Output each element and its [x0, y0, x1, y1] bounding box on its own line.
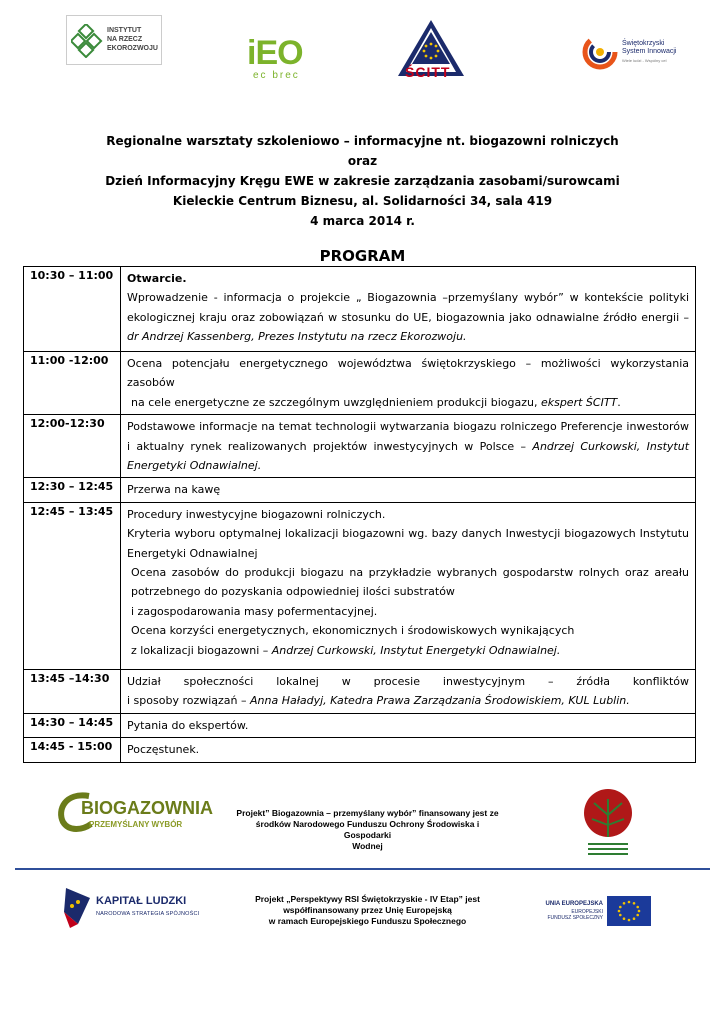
- session-p3: Ocena zasobów do produkcji biogazu na przykładzie wybranych gospodarstw rolnych oraz areału potrzebnego do pozyskania odpowiedniej ilości substratów: [131, 566, 689, 599]
- time-cell: 12:45 – 13:45: [24, 502, 121, 669]
- speaker: ekspert ŚCITT: [540, 395, 618, 409]
- ieo-sub: ec brec: [253, 70, 300, 81]
- biogazownia-logo: [55, 790, 213, 835]
- session-text-body: Podstawowe informacje na temat technologii wytwarzania biogazu rolniczego Preferencje inwestorów i aktualny rynek realizowanych projektów inwestycyjnych w Polsce –: [127, 420, 689, 453]
- session-tail: .: [617, 395, 621, 409]
- table-row: [24, 713, 696, 737]
- project2-text: [250, 894, 485, 927]
- session-text: [127, 417, 689, 475]
- ssi-swirl-icon: [582, 34, 618, 70]
- description-cell: [121, 669, 696, 713]
- institut-line3: EKOROZWOJU: [107, 45, 158, 52]
- description-cell: Pytania do ekspertów.: [121, 713, 696, 737]
- ieo-logo: [247, 36, 327, 86]
- session-text-2: [127, 393, 689, 412]
- kapital-ludzki-line1: KAPITAŁ LUDZKI: [96, 895, 187, 907]
- table-row: [24, 669, 696, 713]
- time-cell: 12:00-12:30: [24, 415, 121, 478]
- event-title: [0, 131, 725, 231]
- time-cell: 14:45 - 15:00: [24, 738, 121, 763]
- project1-line3: Wodnej: [352, 841, 383, 851]
- table-row: [24, 415, 696, 478]
- title-line5: 4 marca 2014 r.: [310, 214, 415, 228]
- project2-line3: w ramach Europejskiego Funduszu Społecznego: [268, 916, 467, 926]
- project2-line1: Projekt „Perspektywy RSI Świętokrzyskie - IV Etap” jest: [255, 894, 480, 904]
- eu-flag-icon: [607, 896, 651, 926]
- table-row: [24, 478, 696, 502]
- institut-mark-icon: [71, 24, 103, 58]
- ssi-line2: System Innowacji: [622, 48, 677, 55]
- title-line2: oraz: [347, 154, 378, 168]
- description-cell: Poczęstunek.: [121, 738, 696, 763]
- institut-ekorozwoju-logo: [66, 15, 162, 65]
- biogazownia-word: BIOGAZOWNIA: [81, 798, 213, 818]
- session-text: Ocena potencjału energetycznego województwa świętokrzyskiego – możliwości wykorzystania zasobów: [127, 357, 689, 390]
- footer-divider: [15, 868, 710, 870]
- speaker: Anna Haładyj, Katedra Prawa Zarządzania Środowiskiem, KUL Lublin.: [250, 694, 630, 708]
- kapital-ludzki-logo: [62, 884, 207, 930]
- session-p5: Ocena korzyści energetycznych, ekonomicznych i środowiskowych wynikających: [131, 624, 575, 638]
- session-p2: Kryteria wyboru optymalnej lokalizacji biogazowni wg. bazy danych Inwestycji biogazowych Instytutu Energetyki Odnawialnej: [127, 527, 689, 560]
- table-row: [24, 502, 696, 669]
- time-cell: 14:30 – 14:45: [24, 713, 121, 737]
- speaker: Andrzej Curkowski, Instytut Energetyki Odnawialnej.: [127, 439, 690, 473]
- session-text2-body: na cele energetyczne ze szczególnym uwzględnieniem produkcji biogazu,: [131, 395, 538, 409]
- description-cell: [121, 267, 696, 352]
- schedule-table: [23, 266, 696, 763]
- project2-line2: współfinansowany przez Unię Europejską: [283, 905, 452, 915]
- ssi-tagline: Wiele ludzi - Wspólny cel: [622, 58, 667, 63]
- description-cell: Przerwa na kawę: [121, 478, 696, 502]
- ssi-line1: Świętokrzyski: [622, 40, 665, 47]
- table-row: [24, 352, 696, 415]
- session-p4: i zagospodarowania masy pofermentacyjnej.: [131, 604, 378, 618]
- time-cell: 12:30 – 12:45: [24, 478, 121, 502]
- session-p6-body: z lokalizacji biogazowni –: [131, 643, 269, 657]
- time-cell: 10:30 – 11:00: [24, 267, 121, 352]
- nfosigw-logo: [582, 785, 634, 860]
- session-text-2: [127, 691, 689, 710]
- description-cell: [121, 415, 696, 478]
- biogazownia-sub: PRZEMYŚLANY WYBÓR: [89, 820, 183, 829]
- session-text2-body: i sposoby rozwiązań –: [127, 694, 247, 708]
- session-heading: Otwarcie.: [127, 272, 187, 285]
- title-line4: Kieleckie Centrum Biznesu, al. Solidarności 34, sala 419: [172, 194, 553, 208]
- project1-line2: środków Narodowego Funduszu Ochrony Środowiska i Gospodarki: [255, 819, 480, 840]
- eu-esf-logo: [545, 896, 651, 926]
- kapital-ludzki-line2: NARODOWA STRATEGIA SPÓJNOŚCI: [96, 911, 200, 917]
- time-cell: 13:45 –14:30: [24, 669, 121, 713]
- description-cell: [121, 502, 696, 669]
- session-text: [127, 288, 689, 346]
- project1-line1: Projekt” Biogazownia – przemyślany wybór” finansowany jest ze: [236, 808, 499, 818]
- speaker: dr Andrzej Kassenberg, Prezes Instytutu na rzecz Ekorozwoju.: [127, 330, 467, 344]
- title-line3: Dzień Informacyjny Kręgu EWE w zakresie zarządzania zasobami/surowcami: [105, 174, 620, 188]
- ue-line1: UNIA EUROPEJSKA: [545, 901, 603, 907]
- session-text-body: Wprowadzenie - informacja o projekcie „ Biogazownia –przemyślany wybór” w kontekście polityki ekologicznej kraju oraz zobowiązań w stosunku do UE, biogazownia jako odnawialne źródło energii –: [127, 291, 689, 324]
- project1-text: [235, 808, 500, 852]
- table-row: [24, 738, 696, 763]
- ue-line2: EUROPEJSKI: [571, 909, 603, 915]
- description-cell: [121, 352, 696, 415]
- session-p6: [127, 641, 689, 660]
- nfosigw-emblem-icon: [582, 785, 634, 860]
- ssi-logo: [582, 34, 682, 70]
- program-heading: PROGRAM: [319, 247, 406, 265]
- ue-line3: FUNDUSZ SPOŁECZNY: [547, 915, 603, 921]
- table-row: [24, 267, 696, 352]
- scitt-logo: [396, 18, 466, 80]
- title-line1: Regionalne warsztaty szkoleniowo – informacyjne nt. biogazowni rolniczych: [106, 134, 619, 148]
- kapital-ludzki-mark-icon: [62, 884, 94, 928]
- scitt-label: ŚCITT: [405, 64, 451, 80]
- time-cell: 11:00 -12:00: [24, 352, 121, 415]
- institut-line1: INSTYTUT: [107, 27, 142, 34]
- speaker: Andrzej Curkowski, Instytut Energetyki Odnawialnej.: [271, 643, 561, 657]
- session-p1: Procedury inwestycyjne biogazowni rolniczych.: [127, 507, 386, 521]
- institut-line2: NA RZECZ: [107, 36, 143, 43]
- session-text: Udział społeczności lokalnej w procesie inwestycyjnym – źródła konfliktów: [127, 674, 689, 688]
- ieo-main: iEO: [247, 34, 303, 72]
- ue-line2-3: [545, 909, 603, 921]
